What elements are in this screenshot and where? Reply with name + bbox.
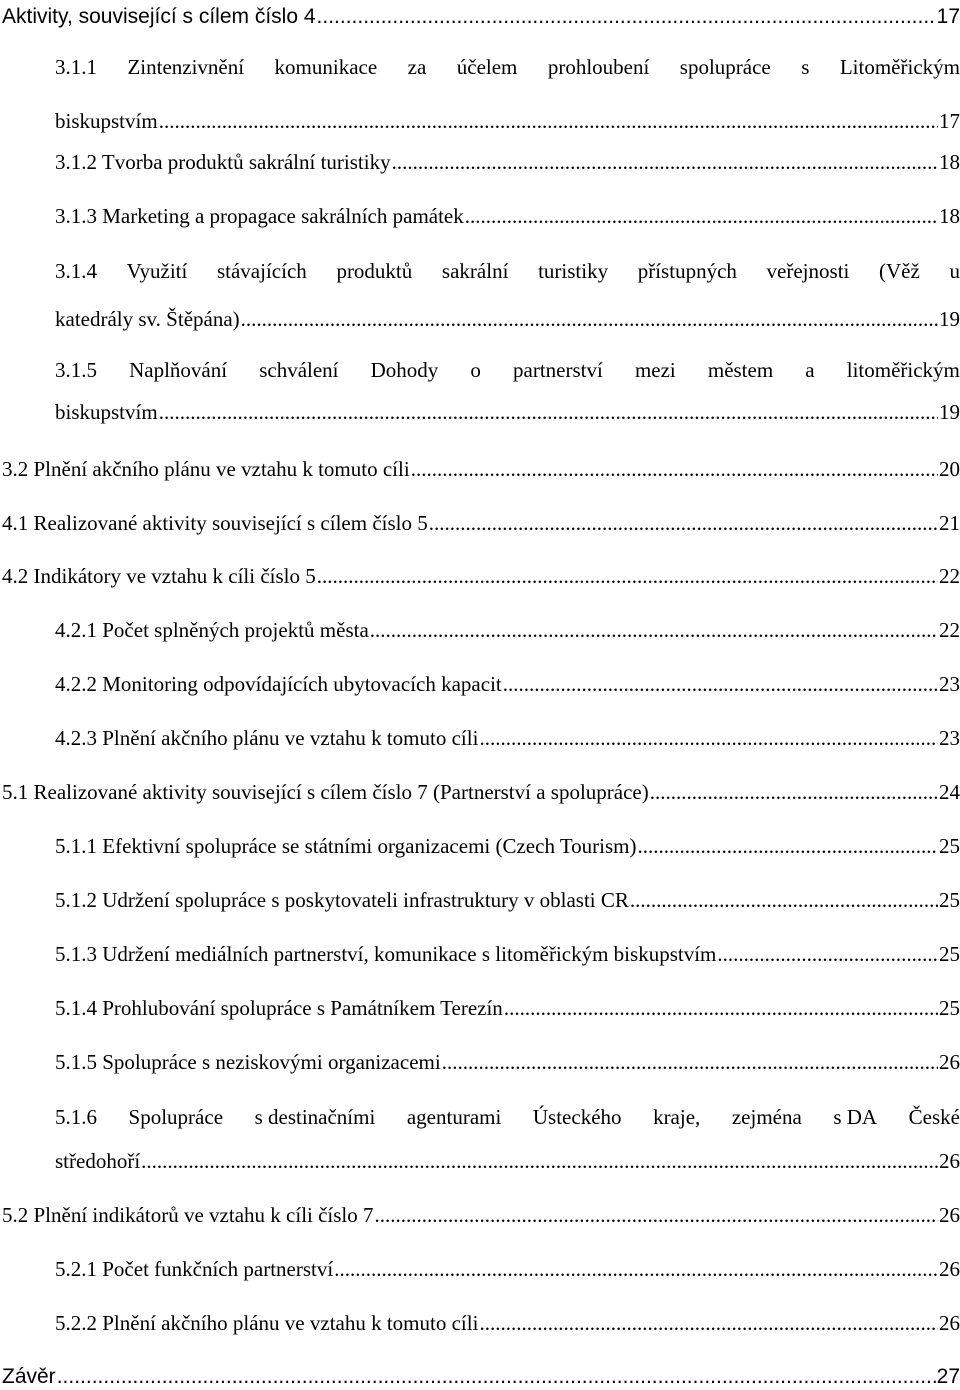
toc-word: 3.1.5 bbox=[55, 358, 97, 382]
toc-word: komunikace bbox=[274, 55, 378, 79]
dot-leader bbox=[503, 671, 938, 697]
toc-word: prohloubení bbox=[547, 55, 650, 79]
toc-word: agenturami bbox=[406, 1105, 502, 1129]
toc-entry-page: 19 bbox=[939, 400, 960, 424]
toc-entry-page: 26 bbox=[939, 1257, 960, 1281]
toc-entry-5-1[interactable] bbox=[0, 779, 960, 805]
toc-entry-title: 5.1.5 Spolupráce s neziskovými organizacemi bbox=[55, 1050, 441, 1074]
toc-entry-title: 4.2.1 Počet splněných projektů města bbox=[55, 618, 369, 642]
toc-word: městem bbox=[707, 358, 774, 382]
toc-entry-page: 26 bbox=[939, 1050, 960, 1074]
toc-entry-page: 26 bbox=[939, 1311, 960, 1335]
toc-entry-5-2[interactable] bbox=[0, 1202, 960, 1228]
toc-entry-5-1-1[interactable] bbox=[0, 833, 960, 859]
dot-leader bbox=[317, 4, 936, 30]
toc-word: stávajících bbox=[216, 259, 307, 283]
toc-entry-5-1-4[interactable] bbox=[0, 995, 960, 1021]
toc-entry-4-2-1[interactable] bbox=[0, 617, 960, 643]
dot-leader bbox=[411, 456, 938, 482]
toc-word: s destinačními bbox=[254, 1105, 376, 1129]
toc-word: u bbox=[949, 259, 960, 283]
toc-word: spolupráce bbox=[679, 55, 771, 79]
toc-entry-title: 5.1.1 Efektivní spolupráce se státními organizacemi (Czech Tourism) bbox=[55, 834, 637, 858]
toc-word: s bbox=[801, 55, 810, 79]
toc-word: veřejnosti bbox=[766, 259, 850, 283]
toc-word: 3.1.4 bbox=[55, 259, 97, 283]
toc-entry-title: Závěr bbox=[2, 1365, 56, 1388]
toc-entry-5-1-2[interactable] bbox=[0, 887, 960, 913]
toc-entry-title: 3.1.2 Tvorba produktů sakrální turistiky bbox=[55, 150, 391, 174]
toc-entry-4-1[interactable] bbox=[0, 510, 960, 536]
dot-leader bbox=[650, 779, 938, 805]
toc-entry-page: 23 bbox=[939, 726, 960, 750]
toc-entry-3-1-2[interactable] bbox=[0, 149, 960, 175]
dot-leader bbox=[334, 1256, 938, 1282]
toc-entry-3-1-5[interactable] bbox=[0, 357, 960, 425]
toc-word: Naplňování bbox=[129, 358, 228, 382]
toc-entry-page: 18 bbox=[939, 150, 960, 174]
toc-word: zejména bbox=[731, 1105, 802, 1129]
toc-entry-title: 3.1.3 Marketing a propagace sakrálních památek bbox=[55, 204, 464, 228]
toc-entry-3-1[interactable] bbox=[0, 4, 960, 30]
toc-entry-title-continued: katedrály sv. Štěpána) bbox=[55, 307, 240, 331]
dot-leader bbox=[465, 203, 938, 229]
toc-word: (Věž bbox=[879, 259, 920, 283]
toc-entry-title: 5.2 Plnění indikátorů ve vztahu k cíli číslo 7 bbox=[2, 1203, 374, 1227]
toc-word: 5.1.6 bbox=[55, 1105, 97, 1129]
toc-word: s DA bbox=[833, 1105, 878, 1129]
toc-word: schválení bbox=[259, 358, 339, 382]
toc-entry-5-2-1[interactable] bbox=[0, 1256, 960, 1282]
toc-entry-title: 5.2.1 Počet funkčních partnerství bbox=[55, 1257, 334, 1281]
toc-entry-5-1-5[interactable] bbox=[0, 1049, 960, 1075]
toc-word: partnerství bbox=[513, 358, 603, 382]
toc-entry-page: 21 bbox=[939, 511, 960, 535]
toc-entry-zaver[interactable] bbox=[0, 1364, 960, 1390]
dot-leader bbox=[375, 1202, 938, 1228]
toc-entry-title-continued: biskupstvím bbox=[55, 400, 158, 424]
toc-entry-4-2[interactable] bbox=[0, 563, 960, 589]
toc-entry-title-continued: středohoří bbox=[55, 1149, 141, 1173]
dot-leader bbox=[717, 941, 938, 967]
toc-entry-3-1-3[interactable] bbox=[0, 203, 960, 229]
toc-entry-title: 4.2 Indikátory ve vztahu k cíli číslo 5 bbox=[2, 564, 316, 588]
dot-leader bbox=[504, 995, 938, 1021]
toc-entry-5-1-3[interactable] bbox=[0, 941, 960, 967]
toc-word: Zintenzivnění bbox=[127, 55, 245, 79]
toc-word: o bbox=[470, 358, 481, 382]
dot-leader bbox=[241, 306, 938, 332]
toc-entry-5-1-6[interactable] bbox=[0, 1104, 960, 1174]
toc-word: Spolupráce bbox=[128, 1105, 224, 1129]
toc-word: produktů bbox=[336, 259, 413, 283]
toc-entry-page: 25 bbox=[939, 834, 960, 858]
toc-entry-page: 25 bbox=[939, 996, 960, 1020]
dot-leader bbox=[159, 399, 938, 425]
toc-word: a bbox=[805, 358, 815, 382]
toc-entry-page: 20 bbox=[939, 457, 960, 481]
toc-entry-page: 17 bbox=[939, 109, 960, 133]
toc-entry-title-continued: biskupstvím bbox=[55, 109, 158, 133]
toc-word: za bbox=[407, 55, 427, 79]
toc-entry-page: 26 bbox=[939, 1203, 960, 1227]
toc-word: Využití bbox=[126, 259, 188, 283]
toc-entry-page: 26 bbox=[939, 1149, 960, 1173]
dot-leader bbox=[370, 617, 938, 643]
toc-word: přístupných bbox=[637, 259, 737, 283]
toc-entry-3-1-1[interactable] bbox=[0, 54, 960, 134]
dot-leader bbox=[317, 563, 938, 589]
toc-entry-page: 25 bbox=[939, 942, 960, 966]
toc-entry-page: 18 bbox=[939, 204, 960, 228]
toc-entry-page: 19 bbox=[939, 307, 960, 331]
toc-entry-4-2-3[interactable] bbox=[0, 725, 960, 751]
toc-entry-title: Aktivity, související s cílem číslo 4 bbox=[2, 5, 316, 28]
toc-word: sakrální bbox=[441, 259, 509, 283]
toc-word: litoměřickým bbox=[846, 358, 960, 382]
toc-entry-page: 22 bbox=[939, 618, 960, 642]
toc-entry-page: 23 bbox=[939, 672, 960, 696]
toc-word: kraje, bbox=[653, 1105, 701, 1129]
toc-entry-title: 4.2.3 Plnění akčního plánu ve vztahu k tomuto cíli bbox=[55, 726, 479, 750]
dot-leader bbox=[630, 887, 938, 913]
toc-entry-title: 4.2.2 Monitoring odpovídajících ubytovacích kapacit bbox=[55, 672, 502, 696]
toc-entry-title: 5.1.4 Prohlubování spolupráce s Památníkem Terezín bbox=[55, 996, 503, 1020]
dot-leader bbox=[429, 510, 938, 536]
toc-entry-title: 5.2.2 Plnění akčního plánu ve vztahu k tomuto cíli bbox=[55, 1311, 479, 1335]
toc-entry-page: 27 bbox=[936, 1365, 960, 1388]
toc-word: Dohody bbox=[370, 358, 439, 382]
dot-leader bbox=[442, 1049, 938, 1075]
toc-entry-title: 5.1.3 Udržení mediálních partnerství, komunikace s litoměřickým biskupstvím bbox=[55, 942, 717, 966]
dot-leader bbox=[479, 1310, 938, 1336]
toc-entry-title: 4.1 Realizované aktivity související s cílem číslo 5 bbox=[2, 511, 428, 535]
dot-leader bbox=[479, 725, 938, 751]
dot-leader bbox=[159, 108, 938, 134]
dot-leader bbox=[392, 149, 938, 175]
dot-leader bbox=[638, 833, 938, 859]
toc-entry-page: 25 bbox=[939, 888, 960, 912]
toc-word: České bbox=[908, 1105, 960, 1129]
dot-leader bbox=[141, 1148, 938, 1174]
toc-word: účelem bbox=[456, 55, 518, 79]
toc-entry-page: 22 bbox=[939, 564, 960, 588]
toc-word: 3.1.1 bbox=[55, 55, 97, 79]
toc-word: turistiky bbox=[538, 259, 609, 283]
toc-word: Ústeckého bbox=[532, 1105, 622, 1129]
toc-word: Litoměřickým bbox=[839, 55, 960, 79]
toc-entry-page: 17 bbox=[936, 5, 960, 28]
toc-entry-title: 3.2 Plnění akčního plánu ve vztahu k tomuto cíli bbox=[2, 457, 410, 481]
toc-entry-3-1-4[interactable] bbox=[0, 258, 960, 332]
dot-leader bbox=[57, 1364, 936, 1390]
toc-entry-5-2-2[interactable] bbox=[0, 1310, 960, 1336]
toc-entry-title: 5.1.2 Udržení spolupráce s poskytovateli infrastruktury v oblasti CR bbox=[55, 888, 629, 912]
toc-entry-title: 5.1 Realizované aktivity související s cílem číslo 7 (Partnerství a spolupráce) bbox=[2, 780, 649, 804]
toc-word: mezi bbox=[634, 358, 676, 382]
toc-entry-4-2-2[interactable] bbox=[0, 671, 960, 697]
toc-entry-page: 24 bbox=[939, 780, 960, 804]
toc-entry-3-2[interactable] bbox=[0, 456, 960, 482]
